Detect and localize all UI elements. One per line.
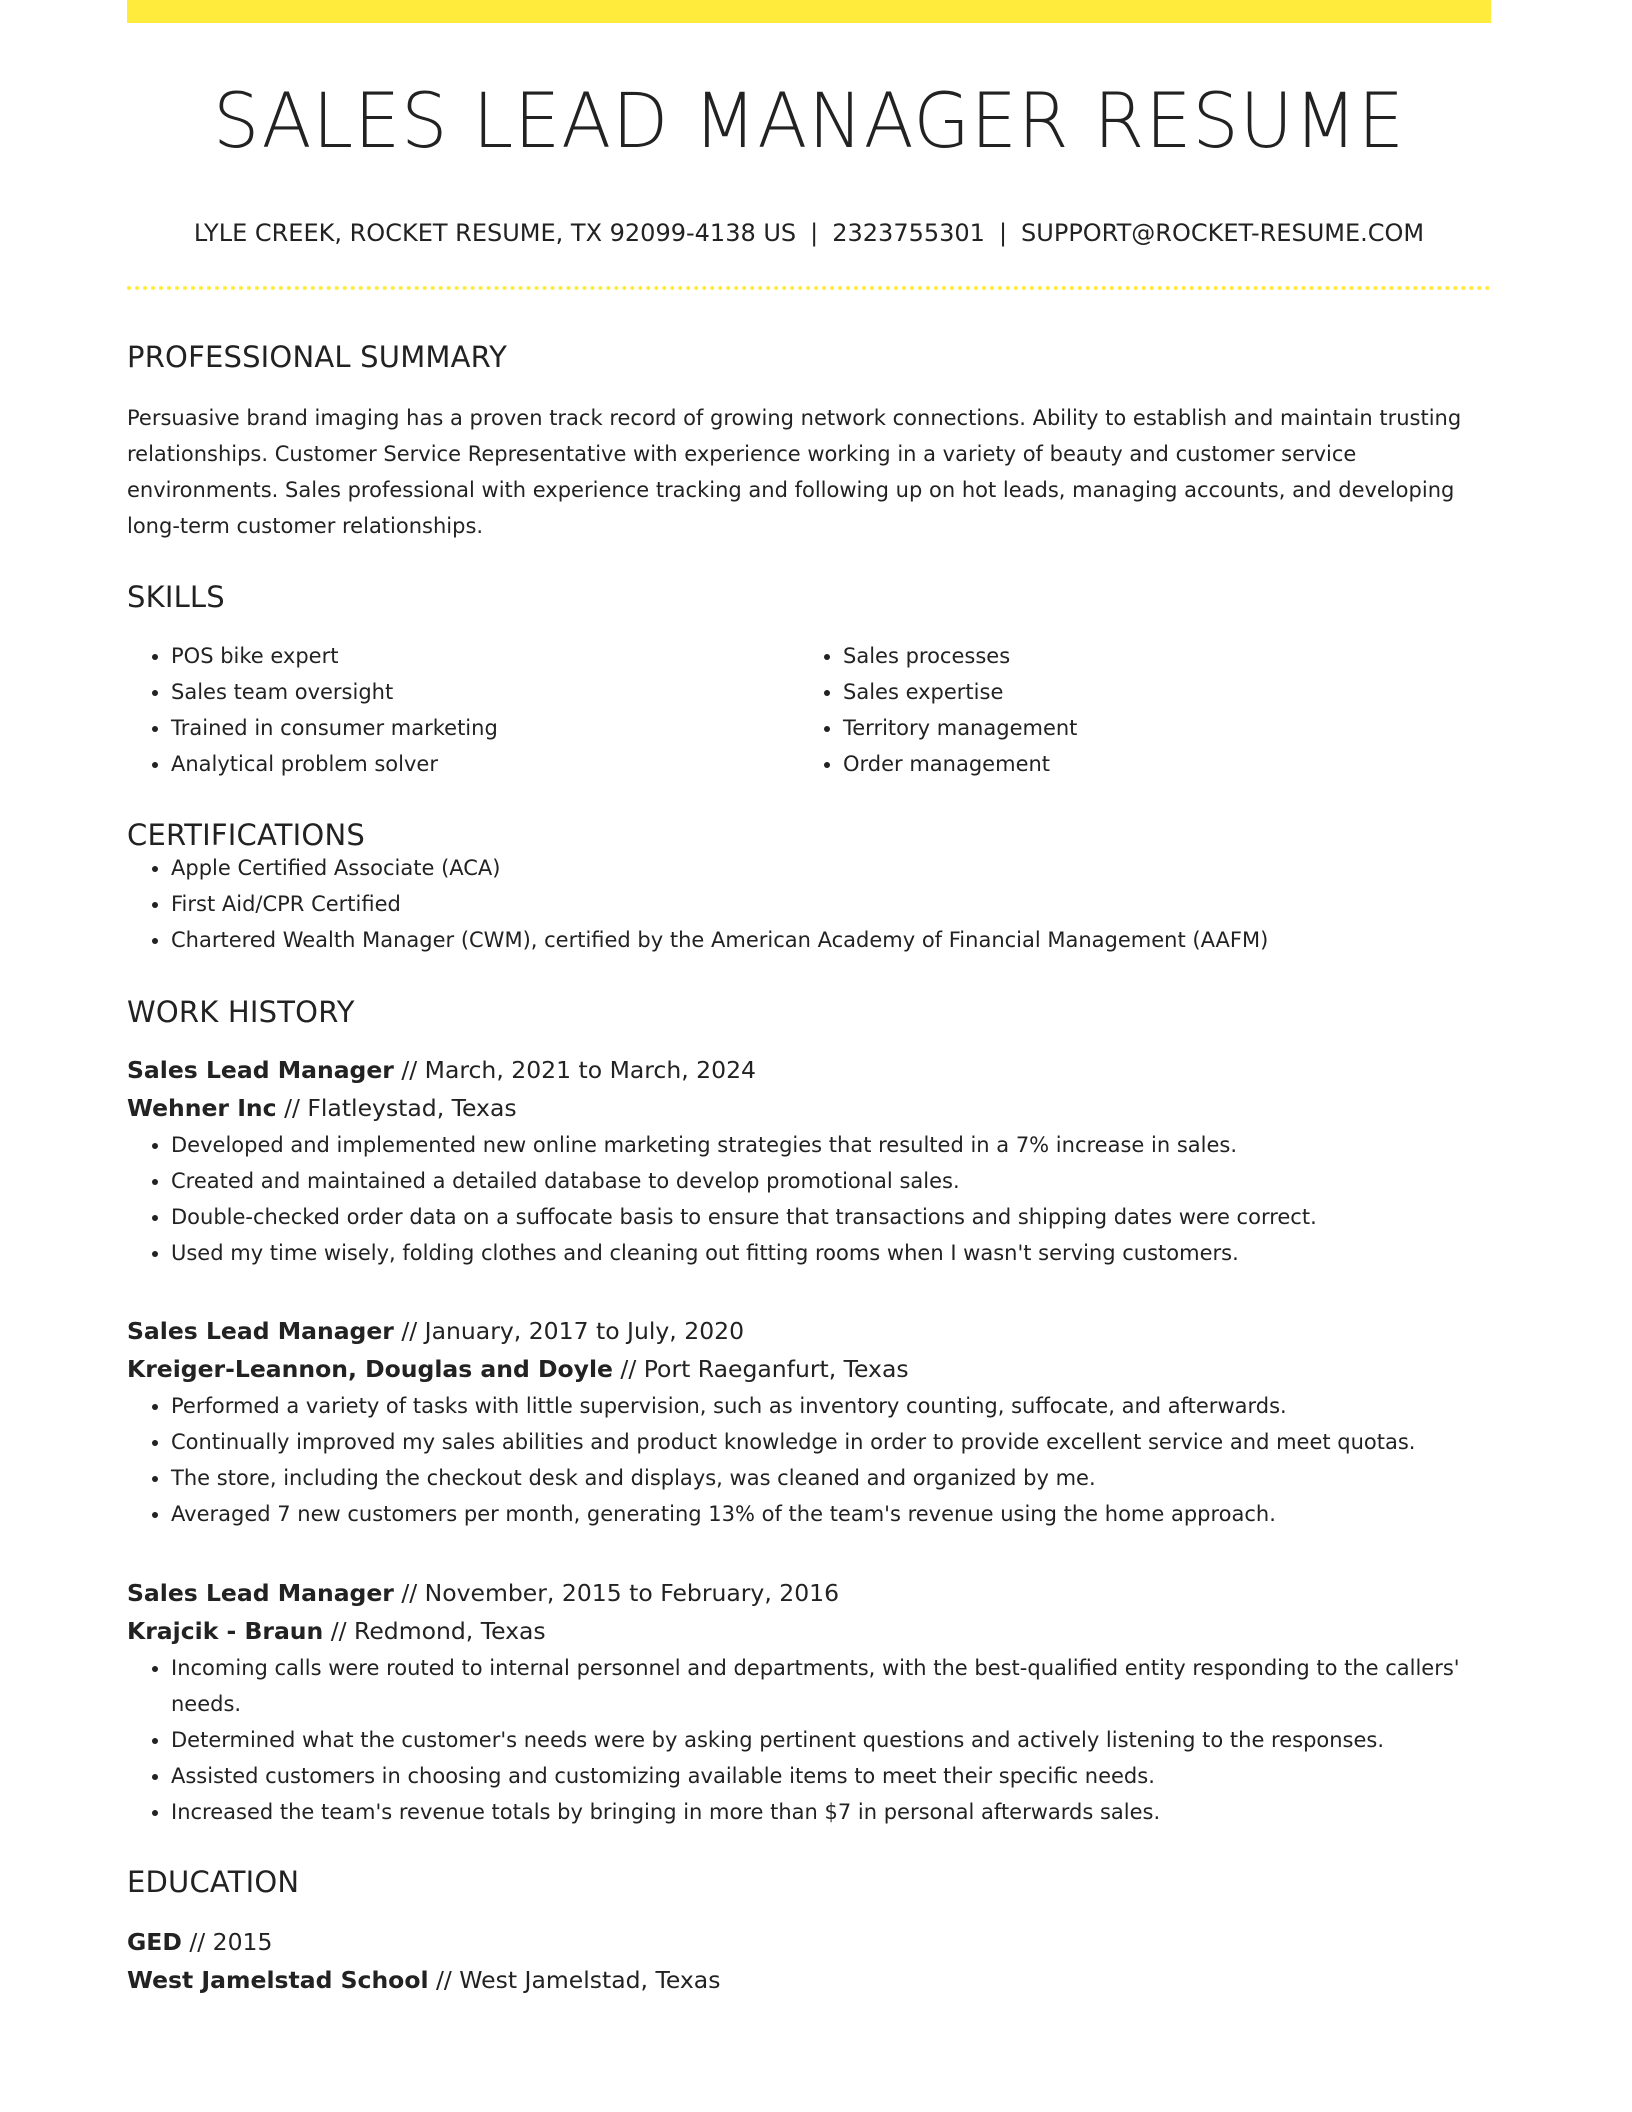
contact-phone: 2323755301 bbox=[832, 219, 985, 247]
skill-item: • POS bike expert bbox=[171, 638, 799, 674]
job-bullet: • Performed a variety of tasks with little supervision, such as inventory counting, suffocate, and afterwards. bbox=[171, 1388, 1491, 1424]
job-title-line bbox=[127, 1312, 1491, 1350]
resume-title: SALES LEAD MANAGER RESUME bbox=[212, 76, 1405, 165]
contact-separator: | bbox=[810, 219, 819, 247]
job-bullet: • Double-checked order data on a suffocate basis to ensure that transactions and shipping dates were correct. bbox=[171, 1199, 1491, 1235]
contact-line bbox=[127, 221, 1491, 245]
job-bullet: • Assisted customers in choosing and customizing available items to meet their specific needs. bbox=[171, 1758, 1491, 1794]
contact-separator: | bbox=[998, 219, 1008, 247]
job-bullets bbox=[127, 1127, 1491, 1271]
job-company-line bbox=[127, 1350, 1491, 1388]
skill-item: • Sales team oversight bbox=[171, 674, 799, 710]
skill-item: • Trained in consumer marketing bbox=[171, 710, 799, 746]
certification-item: • Apple Certified Associate (ACA) bbox=[171, 850, 1491, 886]
education-heading: EDUCATION bbox=[127, 1865, 300, 1899]
summary-text: Persuasive brand imaging has a proven track record of growing network connections. Ability to establish and maintain trusting relationships. Customer Service Representative with experience working in a variety of beauty and customer service environments. Sales professional with experience tracking and following up on hot leads, managing accounts, and developing long-term customer relationships. bbox=[127, 406, 1462, 538]
education-school-line bbox=[127, 1961, 1491, 1999]
job-location: // Redmond, Texas bbox=[323, 1617, 546, 1645]
job-title: Sales Lead Manager bbox=[127, 1579, 394, 1607]
top-accent-bar bbox=[127, 0, 1491, 23]
job-bullet: • Created and maintained a detailed database to develop promotional sales. bbox=[171, 1163, 1491, 1199]
skill-item: • Territory management bbox=[843, 710, 1471, 746]
certification-item: • Chartered Wealth Manager (CWM), certified by the American Academy of Financial Management (AAFM) bbox=[171, 922, 1491, 958]
job-title-line bbox=[127, 1574, 1491, 1612]
job-location: // Port Raeganfurt, Texas bbox=[612, 1355, 909, 1383]
job-bullet: • Developed and implemented new online marketing strategies that resulted in a 7% increase in sales. bbox=[171, 1127, 1491, 1163]
job-bullet: • The store, including the checkout desk and displays, was cleaned and organized by me. bbox=[171, 1460, 1491, 1496]
job-entry bbox=[127, 1574, 1491, 1830]
job-bullet: • Continually improved my sales abilities and product knowledge in order to provide excellent service and meet quotas. bbox=[171, 1424, 1491, 1460]
education-school: West Jamelstad School bbox=[127, 1966, 429, 1994]
job-bullet: • Incoming calls were routed to internal personnel and departments, with the best-qualified entity responding to the callers' needs. bbox=[171, 1650, 1491, 1722]
job-dates: // March, 2021 to March, 2024 bbox=[393, 1056, 756, 1084]
dotted-divider bbox=[127, 286, 1491, 290]
job-bullet: • Determined what the customer's needs were by asking pertinent questions and actively listening to the responses. bbox=[171, 1722, 1491, 1758]
contact-address: LYLE CREEK, ROCKET RESUME, TX 92099-4138 US bbox=[193, 219, 797, 247]
summary-heading: PROFESSIONAL SUMMARY bbox=[127, 340, 508, 374]
certifications-heading: CERTIFICATIONS bbox=[127, 818, 365, 852]
job-entry bbox=[127, 1051, 1491, 1271]
skills-right-list bbox=[799, 638, 1471, 782]
job-company-line bbox=[127, 1089, 1491, 1127]
job-title: Sales Lead Manager bbox=[127, 1056, 394, 1084]
education-location: // West Jamelstad, Texas bbox=[428, 1966, 721, 1994]
certifications-list bbox=[127, 850, 1491, 958]
job-location: // Flatleystad, Texas bbox=[276, 1094, 517, 1122]
skill-item: • Order management bbox=[843, 746, 1471, 782]
job-bullet: • Used my time wisely, folding clothes and cleaning out fitting rooms when I wasn't serving customers. bbox=[171, 1235, 1491, 1271]
job-title: Sales Lead Manager bbox=[127, 1317, 394, 1345]
contact-email: SUPPORT@ROCKET-RESUME.COM bbox=[1021, 219, 1425, 247]
education-entry bbox=[127, 1923, 1491, 1999]
job-dates: // January, 2017 to July, 2020 bbox=[393, 1317, 745, 1345]
education-degree: GED bbox=[127, 1928, 182, 1956]
certification-item: • First Aid/CPR Certified bbox=[171, 886, 1491, 922]
education-year: // 2015 bbox=[181, 1928, 273, 1956]
job-bullets bbox=[127, 1388, 1491, 1532]
job-company-line bbox=[127, 1612, 1491, 1650]
skill-item: • Sales processes bbox=[843, 638, 1471, 674]
skill-item: • Analytical problem solver bbox=[171, 746, 799, 782]
job-company: Krajcik - Braun bbox=[127, 1617, 324, 1645]
education-degree-line bbox=[127, 1923, 1491, 1961]
job-company: Wehner Inc bbox=[127, 1094, 277, 1122]
job-entry bbox=[127, 1312, 1491, 1532]
skills-heading: SKILLS bbox=[127, 580, 225, 614]
job-title-line bbox=[127, 1051, 1491, 1089]
skills-left-list bbox=[127, 638, 799, 782]
work-history-heading: WORK HISTORY bbox=[127, 995, 355, 1029]
job-dates: // November, 2015 to February, 2016 bbox=[393, 1579, 840, 1607]
skills-columns bbox=[127, 638, 1491, 782]
job-bullets bbox=[127, 1650, 1491, 1830]
skill-item: • Sales expertise bbox=[843, 674, 1471, 710]
resume-page bbox=[127, 0, 1491, 1999]
job-bullet: • Averaged 7 new customers per month, generating 13% of the team's revenue using the home approach. bbox=[171, 1496, 1491, 1532]
job-company: Kreiger-Leannon, Douglas and Doyle bbox=[127, 1355, 613, 1383]
job-bullet: • Increased the team's revenue totals by bringing in more than $7 in personal afterwards sales. bbox=[171, 1794, 1491, 1830]
